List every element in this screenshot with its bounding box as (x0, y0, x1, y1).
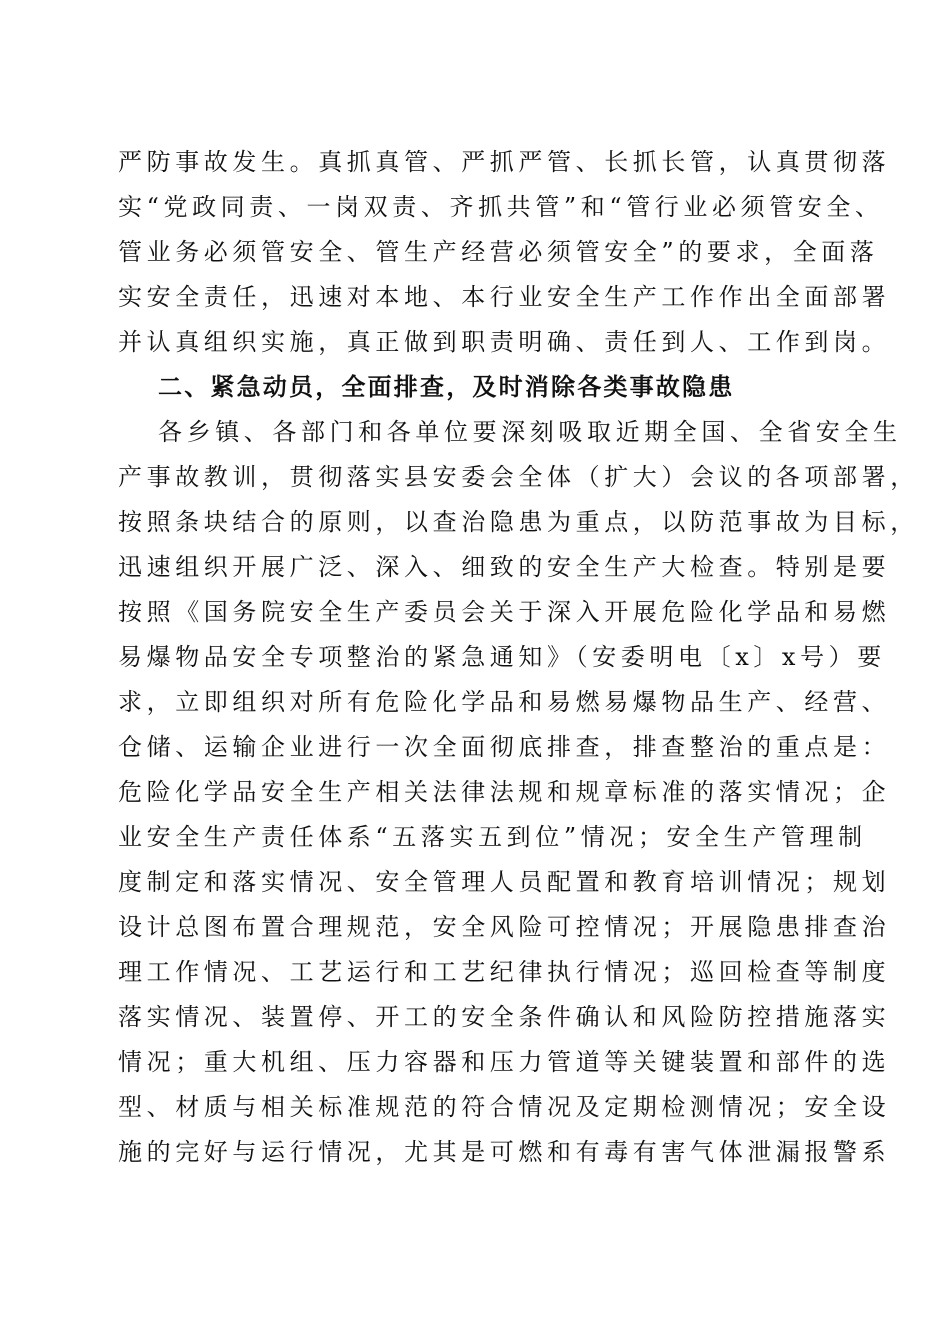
paragraph-2-line-16: 型、材质与相关标准规范的符合情况及定期检测情况；安全设 (118, 1093, 891, 1121)
paragraph-2-line-5: 按照《国务院安全生产委员会关于深入开展危险化学品和易燃 (118, 598, 891, 626)
paragraph-2-line-3: 按照条块结合的原则，以查治隐患为重点，以防范事故为目标， (118, 508, 919, 536)
paragraph-2-line-2: 产事故教训，贯彻落实县安委会全体（扩大）会议的各项部署， (118, 463, 919, 491)
paragraph-2-line-12: 设计总图布置合理规范，安全风险可控情况；开展隐患排查治 (118, 913, 891, 941)
paragraph-2-line-15: 情况；重大机组、压力容器和压力管道等关键装置和部件的选 (118, 1048, 891, 1076)
paragraph-2-line-10: 业安全生产责任体系“五落实五到位”情况；安全生产管理制 (118, 823, 867, 851)
paragraph-1-line-1: 严防事故发生。真抓真管、严抓严管、长抓长管，认真贯彻落 (118, 148, 891, 176)
section-heading-2: 二、紧急动员，全面排查，及时消除各类事故隐患 (158, 373, 735, 401)
paragraph-2-line-8: 仓储、运输企业进行一次全面彻底排查，排查整治的重点是： (118, 733, 891, 761)
paragraph-2-line-1: 各乡镇、各部门和各单位要深刻吸取近期全国、全省安全生 (158, 418, 902, 446)
paragraph-1-line-3: 管业务必须管安全、管生产经营必须管安全”的要求，全面落 (118, 238, 879, 266)
paragraph-2-line-6: 易爆物品安全专项整治的紧急通知》（安委明电〔x〕x号）要 (118, 643, 886, 671)
paragraph-1-line-4: 实安全责任，迅速对本地、本行业安全生产工作作出全面部署 (118, 283, 891, 311)
paragraph-2-line-7: 求，立即组织对所有危险化学品和易燃易爆物品生产、经营、 (118, 688, 891, 716)
paragraph-2-line-17: 施的完好与运行情况，尤其是可燃和有毒有害气体泄漏报警系 (118, 1138, 891, 1166)
paragraph-2-line-9: 危险化学品安全生产相关法律法规和规章标准的落实情况；企 (118, 778, 891, 806)
paragraph-1-line-2: 实“党政同责、一岗双责、齐抓共管”和“管行业必须管安全、 (118, 193, 884, 221)
paragraph-2-line-4: 迅速组织开展广泛、深入、细致的安全生产大检查。特别是要 (118, 553, 891, 581)
paragraph-2-line-13: 理工作情况、工艺运行和工艺纪律执行情况；巡回检查等制度 (118, 958, 891, 986)
paragraph-2-line-14: 落实情况、装置停、开工的安全条件确认和风险防控措施落实 (118, 1003, 891, 1031)
paragraph-1-line-5: 并认真组织实施，真正做到职责明确、责任到人、工作到岗。 (118, 328, 891, 356)
paragraph-2-line-11: 度制定和落实情况、安全管理人员配置和教育培训情况；规划 (118, 868, 891, 896)
